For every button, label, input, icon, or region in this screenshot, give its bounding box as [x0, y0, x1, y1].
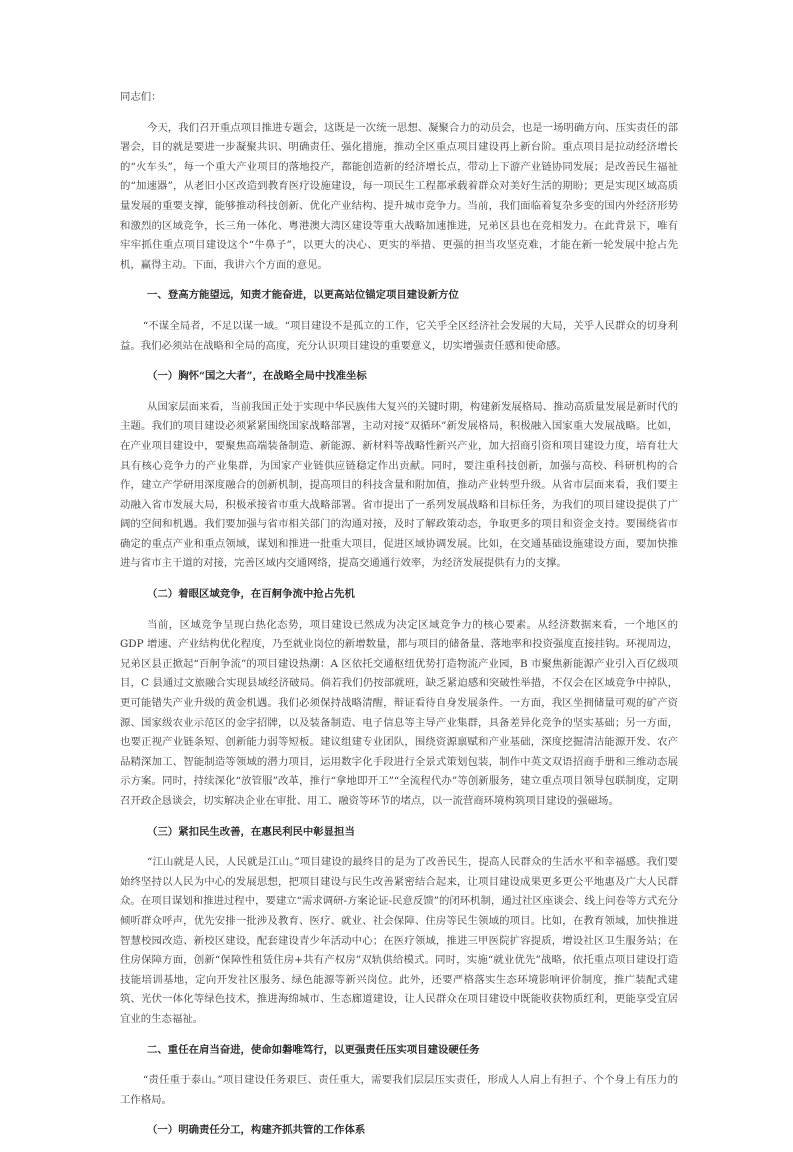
section-heading-1: 一、登高方能望远，知责才能奋进，以更高站位锚定项目建设新方位 — [147, 289, 459, 302]
paragraph-1-2: 当前，区域竞争呈现白热化态势，项目建设已然成为决定区域竞争力的核心要素。从经济数据来看，一个地区的 GDP 增速、产业结构优化程度，乃至就业岗位的新增数量，都与项目的储备量、落地率和投资强度直接挂钩。环视周边，兄弟区县正掀起“百舸争流”的项目建设热潮：A 区依托交通枢纽优势打造物流产业园，B 市聚焦新能源产业引入百亿级项目，C 县通过文旅融合实现县域经济破局。倘若我们仍按部就班，缺乏紧迫感和突破性举措，不仅会在区域竞争中掉队，更可能错失产业升级的黄金机遇。我们必须保持战略清醒，辩证看待自身发展条件。一方面，我区坐拥储量可观的矿产资源、国家级农业示范区的金字招牌，以及装备制造、电子信息等主导产业集群，具备差异化竞争的坚实基础；另一方面，也要正视产业链条短、创新能力弱等短板。建议组建专业团队，围绕资源禀赋和产业基础，深度挖掘清洁能源开发、农产品精深加工、智能制造等领域的潜力项目，运用数字化手段进行全景式策划包装，制作中英文双语招商手册和三维动态展示方案。同时，持续深化“放管服”改革，推行“拿地即开工”“全流程代办”等创新服务，建立重点项目领导包联制度，定期召开政企恳谈会，切实解决企业在审批、用工、融资等环节的堵点，以一流营商环境构筑项目建设的强磁场。 — [120, 618, 678, 807]
paragraph-section-1-quote: “不谋全局者，不足以谋一域。“项目建设不是孤立的工作，它关乎全区经济社会发展的大局，关乎人民群众的切身利益。我们必须站在战略和全局的高度，充分认识项目建设的重要意义，切实增强责任感和使命感。 — [120, 319, 678, 352]
subsection-heading-2-1: （一）明确责任分工，构建齐抓共管的工作体系 — [147, 1124, 366, 1137]
paragraph-1-3: “江山就是人民，人民就是江山。”项目建设的最终目的是为了改善民生，提高人民群众的生活水平和幸福感。我们要始终坚持以人民为中心的发展思想，把项目建设与民生改善紧密结合起来，让项目建设成果更多更公平地惠及广大人民群众。在项目谋划和推进过程中，要建立“需求调研-方案论证-民意反馈”的闭环机制，通过社区座谈会、线上问卷等方式充分倾听群众呼声，优先安排一批涉及教育、医疗、就业、社会保障、住房等民生领域的项目。比如，在教育领域，加快推进智慧校园改造、新校区建设，配套建设青少年活动中心；在医疗领域，推进三甲医院扩容提质，增设社区卫生服务站；在住房保障方面，创新“保障性租赁住房+共有产权房”双轨供给模式。同时，实施“就业优先”战略，依托重点项目建设打造技能培训基地，定向开发社区服务、绿色能源等新兴岗位。此外，还要严格落实生态环境影响评价制度，推广装配式建筑、光伏一体化等绿色技术，推进海绵城市、生态廊道建设，让人民群众在项目建设中既能收获物质红利，更能享受宜居宜业的生态福祉。 — [120, 856, 678, 1025]
subsection-heading-1-1: （一）胸怀“国之大者”，在战略全局中找准坐标 — [147, 370, 367, 383]
document-page — [120, 88, 678, 1152]
paragraph-1-1: 从国家层面来看，当前我国正处于实现中华民族伟大复兴的关键时期，构建新发展格局、推动高质量发展是新时代的主题。我们的项目建设必须紧紧围绕国家战略部署，主动对接“双循环”新发展格局，积极融入国家重大发展战略。比如，在产业项目建设中，要聚焦高端装备制造、新能源、新材料等战略性新兴产业，加大招商引资和项目建设力度，培育壮大具有核心竞争力的产业集群，为国家产业链供应链稳定作出贡献。同时，要注重科技创新，加强与高校、科研机构的合作，建立产学研用深度融合的创新机制，提高项目的科技含量和附加值，推动产业转型升级。从省市层面来看，我们要主动融入省市发展大局，积极承接省市重大战略部署。省市提出了一系列发展战略和目标任务，为我们的项目建设提供了广阔的空间和机遇。我们要加强与省市相关部门的沟通对接，及时了解政策动态，争取更多的项目和资金支持。要围绕省市确定的重点产业和重点领域，谋划和推进一批重大项目，促进区域协调发展。比如，在交通基础设施建设方面，要加快推进与省市主干道的对接，完善区域内交通网络，提高交通通行效率，为经济发展提供有力的支撑。 — [120, 400, 678, 570]
paragraph-intro: 今天，我们召开重点项目推进专题会，这既是一次统一思想、凝聚合力的动员会，也是一场明确方向、压实责任的部署会，目的就是要进一步凝聚共识、明确责任、强化措施，推动全区重点项目建设再上新台阶。重点项目是拉动经济增长的“火车头”，每一个重大产业项目的落地投产，都能创造新的经济增长点，带动上下游产业链协同发展；是改善民生福祉的“加速器”，从老旧小区改造到教育医疗设施建设，每一项民生工程都承载着群众对美好生活的期盼；更是实现区域高质量发展的重要支撑，能够推动科技创新、优化产业结构、提升城市竞争力。当前，我们面临着复杂多变的国内外经济形势和激烈的区域竞争，长三角一体化、粤港澳大湾区建设等重大战略加速推进，兄弟区县也在竞相发力。在此背景下，唯有牢牢抓住重点项目建设这个“牛鼻子”，以更大的决心、更实的举措、更强的担当攻坚克难，才能在新一轮发展中抢占先机，赢得主动。下面，我讲六个方面的意见。 — [120, 121, 678, 271]
subsection-heading-1-2: （二）着眼区域竞争，在百舸争流中抢占先机 — [147, 588, 355, 601]
salutation: 同志们： — [120, 91, 162, 103]
subsection-heading-1-3: （三）紧扣民生改善，在惠民利民中彰显担当 — [147, 825, 355, 838]
paragraph-section-2-quote: “责任重于泰山。”项目建设任务艰巨、责任重大，需要我们层层压实责任，形成人人肩上有担子、个个身上有压力的工作格局。 — [120, 1074, 678, 1106]
section-heading-2: 二、重任在肩当奋进，使命如磐唯笃行，以更强责任压实项目建设硬任务 — [147, 1043, 480, 1056]
